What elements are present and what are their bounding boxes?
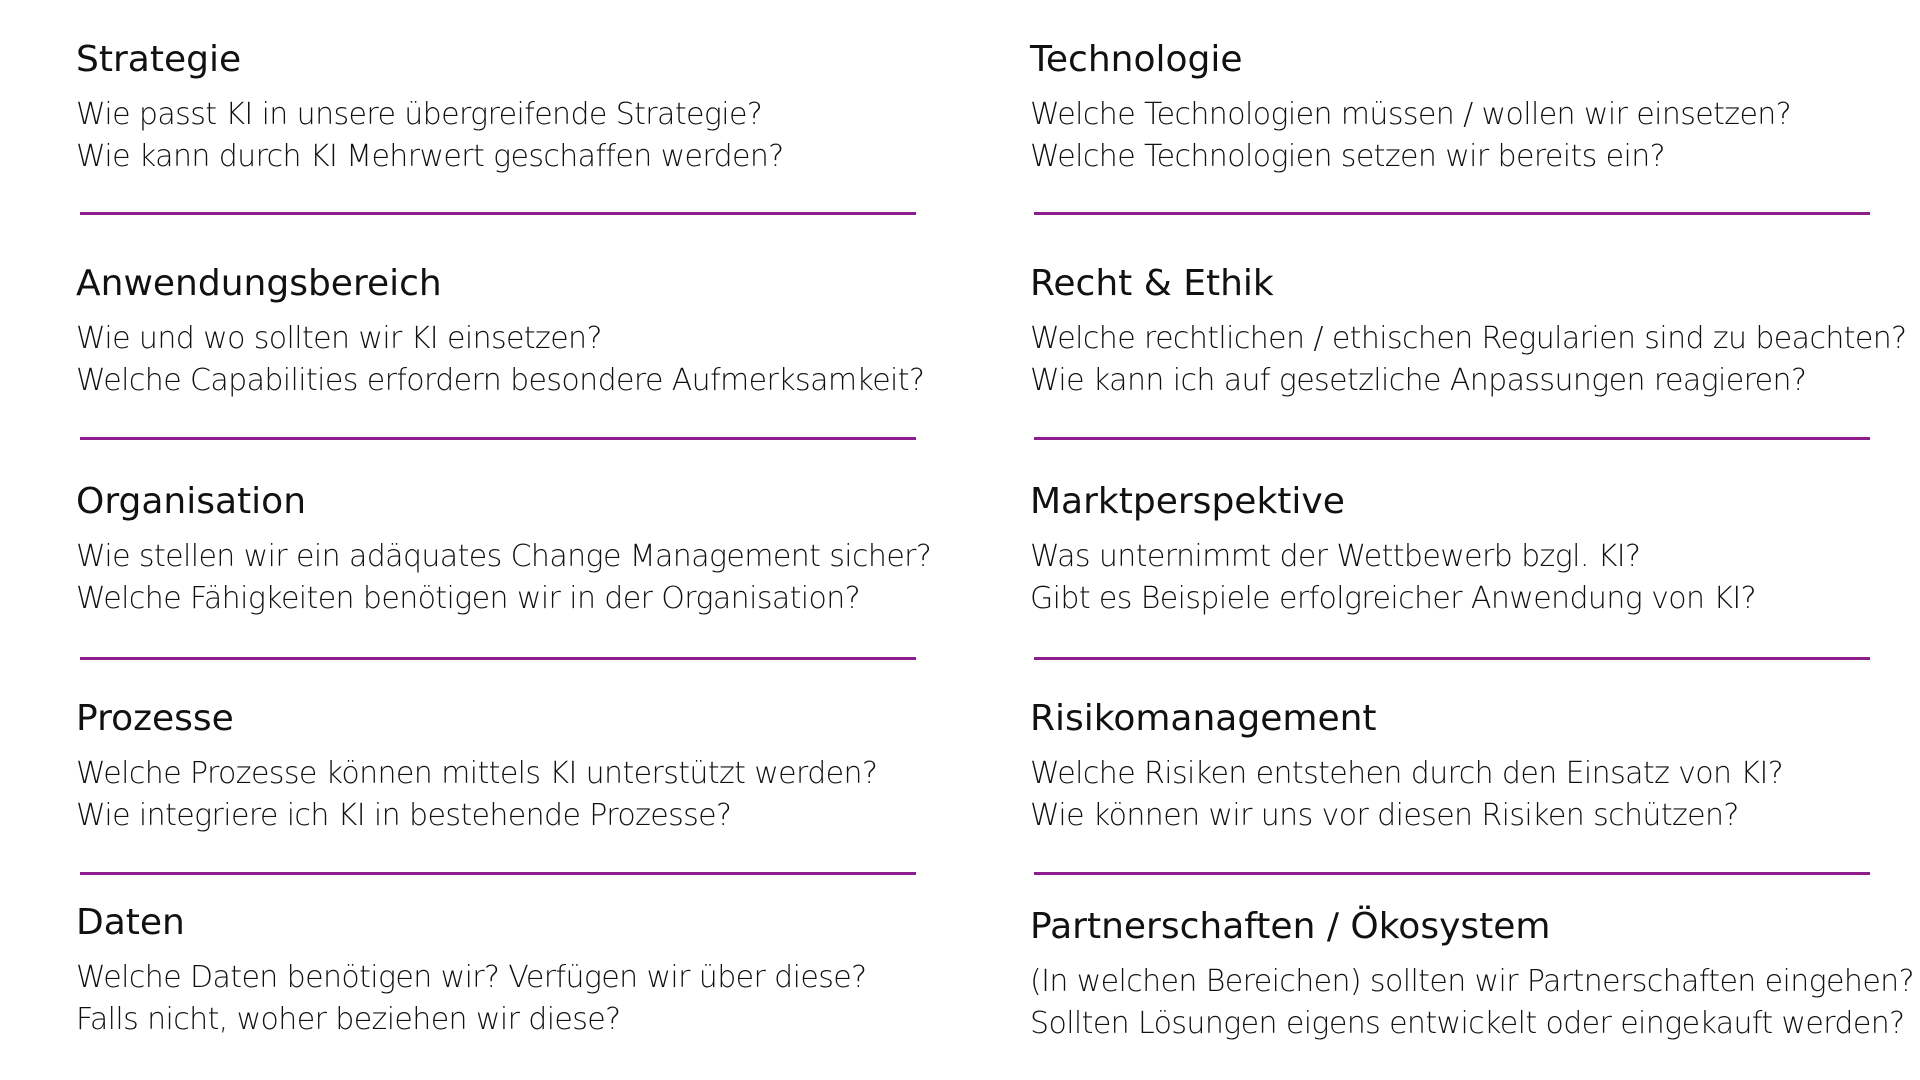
section-strategie [76,38,916,178]
section-title: Technologie [1030,39,1243,80]
section-question: Wie kann ich auf gesetzliche Anpassungen reagieren? [1030,363,1807,398]
section-question: Welche Technologien müssen / wollen wir einsetzen? [1030,97,1792,132]
section-question: Sollten Lösungen eigens entwickelt oder eingekauft werden? [1030,1006,1905,1041]
section-title: Strategie [76,39,242,80]
section-question: Wie integriere ich KI in bestehende Prozesse? [76,798,732,833]
section-recht-ethik [1030,262,1907,402]
section-divider [1034,437,1870,440]
section-question: Wie können wir uns vor diesen Risiken schützen? [1030,798,1739,833]
section-question: (In welchen Bereichen) sollten wir Partnerschaften eingehen? [1030,964,1914,999]
section-divider [80,212,916,215]
section-organisation [76,480,932,620]
section-title: Daten [76,902,185,943]
section-question: Welche rechtlichen / ethischen Regularien sind zu beachten? [1030,321,1907,356]
section-divider [80,657,916,660]
section-divider [80,437,916,440]
section-question: Wie passt KI in unsere übergreifende Strategie? [76,97,763,132]
section-title: Marktperspektive [1030,481,1345,522]
section-question: Falls nicht, woher beziehen wir diese? [76,1002,621,1037]
section-question: Wie kann durch KI Mehrwert geschaffen werden? [76,139,784,174]
section-question: Gibt es Beispiele erfolgreicher Anwendung von KI? [1030,581,1756,616]
section-divider [1034,872,1870,875]
section-question: Welche Technologien setzen wir bereits ein? [1030,139,1665,174]
section-technologie [1030,38,1870,178]
section-title: Prozesse [76,698,234,739]
section-title: Risikomanagement [1030,698,1377,739]
section-question: Wie stellen wir ein adäquates Change Management sicher? [76,539,932,574]
section-divider [1034,657,1870,660]
section-title: Anwendungsbereich [76,263,442,304]
section-divider [1034,212,1870,215]
section-daten [76,901,916,1041]
section-title: Recht & Ethik [1030,263,1274,304]
section-prozesse [76,697,916,837]
section-risikomanagement [1030,697,1870,837]
section-question: Welche Capabilities erfordern besondere Aufmerksamkeit? [76,363,925,398]
section-anwendungsbereich [76,262,925,402]
section-title: Partnerschaften / Ökosystem [1030,906,1551,947]
section-marktperspektive [1030,480,1870,620]
section-divider [80,872,916,875]
section-question: Welche Fähigkeiten benötigen wir in der Organisation? [76,581,861,616]
section-question: Welche Risiken entstehen durch den Einsatz von KI? [1030,756,1784,791]
section-question: Welche Daten benötigen wir? Verfügen wir über diese? [76,960,867,995]
section-question: Welche Prozesse können mittels KI unterstützt werden? [76,756,878,791]
section-partnerschaften-oekosystem [1030,905,1914,1045]
section-title: Organisation [76,481,307,522]
section-question: Was unternimmt der Wettbewerb bzgl. KI? [1030,539,1641,574]
section-question: Wie und wo sollten wir KI einsetzen? [76,321,602,356]
